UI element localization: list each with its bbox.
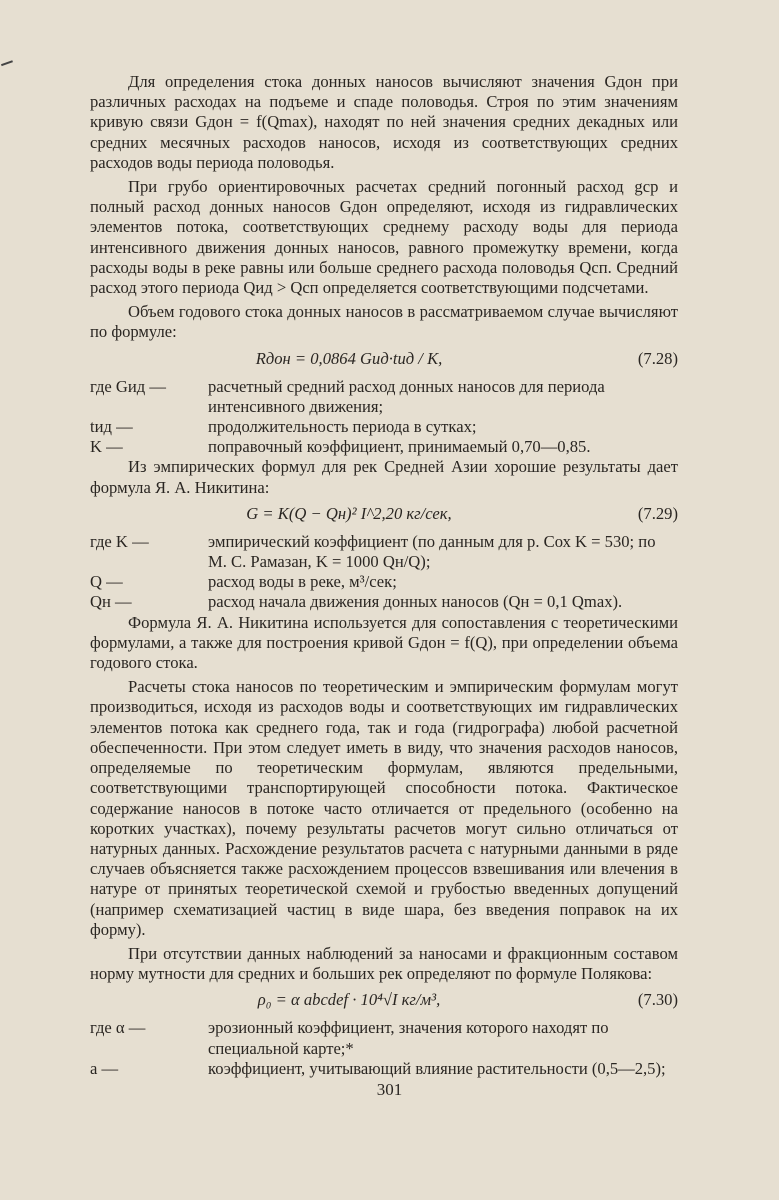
definition-symbol: Qн — [90,592,132,612]
paragraph: Расчеты стока наносов по теоретическим и эмпирическим формулам могут производиться, исходя из расходов воды и соответствующих им гидравлических элементов потока как среднего года, так и года (гидрографа) любой расчетной обеспеченности. При этом следует иметь в виду, что значения расходов наносов, определяемые по теоретическим формулам, являются предельными, соответствующими транспортирующей способности потока. Фактическое содержание наносов в потоке часто отличается от предельного (особенно на коротких участках), почему результаты расчетов могут сильно отличаться от натурных данных. Расхождение результатов расчета с натурными данными в ряде случаев объясняется также расхождением процессов взвешивания или влечения в натуре от принятых теоретической схемой и грубостью введенных допущений (например схематизацией частиц в виде шара, без введения поправок на их форму). [90,677,678,939]
paragraph: При грубо ориентировочных расчетах средний погонный расход gср и полный расход донных наносов Gдон определяют, исходя из гидравлических элементов потока, соответствующих среднему расходу воды для периода интенсивного движения донных наносов, равного промежутку времени, когда расходы воды в реке равны или больше среднего расхода половодья Qсп. Средний расход этого периода Qид > Qсп определяется соответствующими подсчетами. [90,177,678,298]
definition [90,1018,678,1058]
formula-expression: G = K(Q − Qн)² I^2,20 кг/сек, [246,503,452,523]
definition-text: расход начала движения донных наносов (Qн = 0,1 Qmax). [208,592,623,612]
paragraph: Из эмпирических формул для рек Средней Азии хорошие результаты дает формула Я. А. Никитина: [90,457,678,497]
formula-7-30 [90,990,678,1014]
definition-symbol: a — [90,1058,119,1078]
definition-symbol: tид — [90,417,133,437]
definition [90,1059,678,1079]
definition-text: эрозионный коэффициент, значения которого находят по специальной карте;* [208,1018,609,1058]
formula-number: (7.30) [637,990,678,1010]
definition-text: продолжительность периода в сутках; [208,417,477,437]
definition-symbol: где Gид — [90,376,166,396]
margin-mark [1,60,15,72]
definition-symbol: K — [90,437,123,457]
definition-symbol: где α — [90,1018,146,1038]
definition [90,417,678,437]
definition-text: эмпирический коэффициент (по данным для р. Сох K = 530; по М. С. Рамазан, K = 1000 Qн/Q); [208,531,656,572]
definition [90,592,678,612]
definition-text: коэффициент, учитывающий влияние растительности (0,5—2,5); [208,1058,666,1078]
definition [90,572,678,592]
paragraph: Для определения стока донных наносов вычисляют значения Gдон при различных расходах на подъеме и спаде половодья. Строя по этим значениям кривую связи Gдон = f(Qmax), находят по ней значения средних декадных или средних месячных расходов наносов, исходя из соответствующих средних расходов воды периода половодья. [90,72,678,172]
definition [90,532,678,572]
formula-number: (7.29) [637,503,678,523]
paragraph: Формула Я. А. Никитина используется для сопоставления с теоретическими формулами, а также для построения кривой Gдон = f(Q), при определении объема годового стока. [90,612,678,673]
definition [90,377,678,417]
page-number: 301 [376,1080,403,1099]
formula-expression: Rдон = 0,0864 Gид·tид / K, [255,348,443,368]
paragraph: Объем годового стока донных наносов в рассматриваемом случае вычисляют по формуле: [90,302,678,342]
definition-list [90,377,678,458]
definition-text: поправочный коэффициент, принимаемый 0,70—0,85. [208,437,591,457]
text-column [90,72,678,1079]
formula-7-28 [90,349,678,373]
formula-7-29 [90,504,678,528]
definition-list [90,1018,678,1079]
paragraph: При отсутствии данных наблюдений за наносами и фракционным составом норму мутности для средних и больших рек определяют по формуле Полякова: [90,943,678,984]
definition [90,437,678,457]
formula-number: (7.28) [637,348,678,368]
definition-text: расход воды в реке, м³/сек; [208,572,397,592]
definition-symbol: где K — [90,531,149,551]
formula-expression: ρ₀ = α abcdef · 10⁴√I кг/м³, [257,990,441,1010]
definition-list [90,532,678,613]
definition-text: расчетный средний расход донных наносов для периода интенсивного движения; [208,376,605,416]
definition-symbol: Q — [90,572,123,592]
